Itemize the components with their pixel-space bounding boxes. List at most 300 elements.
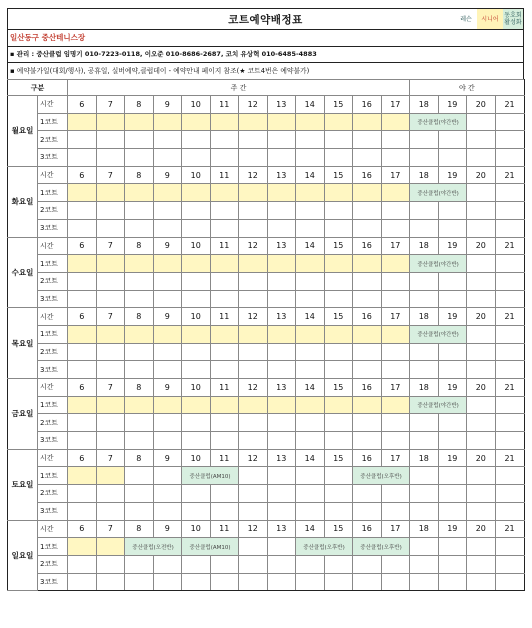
- senior-slot-cell[interactable]: [153, 113, 182, 131]
- senior-slot-cell[interactable]: [267, 396, 296, 414]
- slot-cell[interactable]: [467, 467, 496, 485]
- slot-cell[interactable]: [153, 361, 182, 379]
- slot-cell[interactable]: [125, 361, 154, 379]
- slot-cell[interactable]: [296, 467, 325, 485]
- slot-cell[interactable]: [296, 414, 325, 432]
- slot-cell[interactable]: [210, 361, 239, 379]
- senior-slot-cell[interactable]: [267, 113, 296, 131]
- slot-cell[interactable]: [495, 325, 524, 343]
- slot-cell[interactable]: [68, 290, 97, 308]
- slot-cell[interactable]: [467, 343, 496, 361]
- slot-cell[interactable]: [438, 343, 467, 361]
- senior-slot-cell[interactable]: [210, 255, 239, 273]
- slot-cell[interactable]: [210, 219, 239, 237]
- slot-cell[interactable]: [96, 485, 125, 503]
- slot-cell[interactable]: [239, 149, 268, 167]
- slot-cell[interactable]: [381, 290, 410, 308]
- slot-cell[interactable]: [467, 131, 496, 149]
- slot-cell[interactable]: [324, 290, 353, 308]
- slot-cell[interactable]: [410, 131, 439, 149]
- slot-cell[interactable]: [267, 343, 296, 361]
- slot-cell[interactable]: [467, 325, 496, 343]
- slot-cell[interactable]: [296, 272, 325, 290]
- senior-slot-cell[interactable]: [267, 325, 296, 343]
- slot-cell[interactable]: [410, 555, 439, 573]
- slot-cell[interactable]: [267, 131, 296, 149]
- slot-cell[interactable]: [438, 272, 467, 290]
- club-reservation-cell[interactable]: 중산클럽(오후반): [296, 538, 353, 556]
- slot-cell[interactable]: [96, 202, 125, 220]
- slot-cell[interactable]: [381, 149, 410, 167]
- slot-cell[interactable]: [68, 131, 97, 149]
- slot-cell[interactable]: [68, 485, 97, 503]
- senior-slot-cell[interactable]: [239, 396, 268, 414]
- senior-slot-cell[interactable]: [153, 255, 182, 273]
- slot-cell[interactable]: [438, 467, 467, 485]
- slot-cell[interactable]: [353, 502, 382, 520]
- slot-cell[interactable]: [410, 538, 439, 556]
- slot-cell[interactable]: [324, 202, 353, 220]
- slot-cell[interactable]: [296, 202, 325, 220]
- slot-cell[interactable]: [495, 555, 524, 573]
- senior-slot-cell[interactable]: [182, 325, 211, 343]
- slot-cell[interactable]: [153, 555, 182, 573]
- senior-slot-cell[interactable]: [125, 396, 154, 414]
- slot-cell[interactable]: [324, 485, 353, 503]
- slot-cell[interactable]: [267, 219, 296, 237]
- slot-cell[interactable]: [381, 361, 410, 379]
- slot-cell[interactable]: [495, 184, 524, 202]
- slot-cell[interactable]: [96, 414, 125, 432]
- slot-cell[interactable]: [296, 343, 325, 361]
- slot-cell[interactable]: [495, 290, 524, 308]
- slot-cell[interactable]: [210, 272, 239, 290]
- senior-slot-cell[interactable]: [267, 255, 296, 273]
- slot-cell[interactable]: [353, 149, 382, 167]
- slot-cell[interactable]: [239, 432, 268, 450]
- slot-cell[interactable]: [410, 485, 439, 503]
- club-reservation-cell[interactable]: 중산클럽(AM10): [182, 538, 239, 556]
- slot-cell[interactable]: [239, 131, 268, 149]
- slot-cell[interactable]: [96, 343, 125, 361]
- slot-cell[interactable]: [68, 149, 97, 167]
- slot-cell[interactable]: [381, 414, 410, 432]
- slot-cell[interactable]: [68, 555, 97, 573]
- senior-slot-cell[interactable]: [182, 255, 211, 273]
- slot-cell[interactable]: [381, 502, 410, 520]
- slot-cell[interactable]: [182, 202, 211, 220]
- slot-cell[interactable]: [182, 432, 211, 450]
- senior-slot-cell[interactable]: [296, 113, 325, 131]
- slot-cell[interactable]: [96, 361, 125, 379]
- slot-cell[interactable]: [438, 149, 467, 167]
- slot-cell[interactable]: [467, 502, 496, 520]
- slot-cell[interactable]: [210, 290, 239, 308]
- senior-slot-cell[interactable]: [210, 113, 239, 131]
- senior-slot-cell[interactable]: [381, 184, 410, 202]
- slot-cell[interactable]: [381, 219, 410, 237]
- slot-cell[interactable]: [125, 272, 154, 290]
- slot-cell[interactable]: [125, 555, 154, 573]
- slot-cell[interactable]: [267, 414, 296, 432]
- slot-cell[interactable]: [438, 414, 467, 432]
- slot-cell[interactable]: [324, 467, 353, 485]
- slot-cell[interactable]: [495, 485, 524, 503]
- slot-cell[interactable]: [267, 467, 296, 485]
- slot-cell[interactable]: [438, 361, 467, 379]
- slot-cell[interactable]: [410, 573, 439, 591]
- slot-cell[interactable]: [324, 219, 353, 237]
- slot-cell[interactable]: [353, 361, 382, 379]
- slot-cell[interactable]: [96, 502, 125, 520]
- senior-slot-cell[interactable]: [239, 184, 268, 202]
- slot-cell[interactable]: [153, 467, 182, 485]
- slot-cell[interactable]: [410, 202, 439, 220]
- slot-cell[interactable]: [410, 219, 439, 237]
- slot-cell[interactable]: [125, 485, 154, 503]
- slot-cell[interactable]: [210, 502, 239, 520]
- slot-cell[interactable]: [182, 573, 211, 591]
- slot-cell[interactable]: [410, 361, 439, 379]
- slot-cell[interactable]: [267, 538, 296, 556]
- senior-slot-cell[interactable]: [353, 396, 382, 414]
- slot-cell[interactable]: [324, 272, 353, 290]
- slot-cell[interactable]: [495, 219, 524, 237]
- slot-cell[interactable]: [153, 219, 182, 237]
- senior-slot-cell[interactable]: [68, 255, 97, 273]
- slot-cell[interactable]: [467, 202, 496, 220]
- slot-cell[interactable]: [495, 272, 524, 290]
- club-reservation-cell[interactable]: 중산클럽(오후반): [353, 538, 410, 556]
- slot-cell[interactable]: [296, 219, 325, 237]
- senior-slot-cell[interactable]: [381, 113, 410, 131]
- slot-cell[interactable]: [467, 555, 496, 573]
- senior-slot-cell[interactable]: [381, 396, 410, 414]
- slot-cell[interactable]: [410, 290, 439, 308]
- slot-cell[interactable]: [125, 343, 154, 361]
- slot-cell[interactable]: [96, 555, 125, 573]
- slot-cell[interactable]: [267, 573, 296, 591]
- slot-cell[interactable]: [153, 131, 182, 149]
- slot-cell[interactable]: [381, 202, 410, 220]
- senior-slot-cell[interactable]: [296, 396, 325, 414]
- senior-slot-cell[interactable]: [68, 467, 97, 485]
- slot-cell[interactable]: [125, 573, 154, 591]
- senior-slot-cell[interactable]: [96, 184, 125, 202]
- slot-cell[interactable]: [438, 202, 467, 220]
- slot-cell[interactable]: [324, 555, 353, 573]
- senior-slot-cell[interactable]: [68, 538, 97, 556]
- slot-cell[interactable]: [125, 290, 154, 308]
- slot-cell[interactable]: [324, 131, 353, 149]
- slot-cell[interactable]: [495, 467, 524, 485]
- slot-cell[interactable]: [324, 432, 353, 450]
- senior-slot-cell[interactable]: [296, 325, 325, 343]
- slot-cell[interactable]: [353, 343, 382, 361]
- slot-cell[interactable]: [182, 414, 211, 432]
- senior-slot-cell[interactable]: [68, 184, 97, 202]
- slot-cell[interactable]: [467, 255, 496, 273]
- slot-cell[interactable]: [267, 290, 296, 308]
- slot-cell[interactable]: [324, 343, 353, 361]
- slot-cell[interactable]: [410, 502, 439, 520]
- slot-cell[interactable]: [182, 219, 211, 237]
- slot-cell[interactable]: [467, 538, 496, 556]
- senior-slot-cell[interactable]: [68, 325, 97, 343]
- senior-slot-cell[interactable]: [125, 255, 154, 273]
- senior-slot-cell[interactable]: [267, 184, 296, 202]
- slot-cell[interactable]: [210, 414, 239, 432]
- slot-cell[interactable]: [495, 396, 524, 414]
- slot-cell[interactable]: [96, 149, 125, 167]
- senior-slot-cell[interactable]: [353, 184, 382, 202]
- slot-cell[interactable]: [239, 219, 268, 237]
- senior-slot-cell[interactable]: [381, 255, 410, 273]
- slot-cell[interactable]: [381, 432, 410, 450]
- slot-cell[interactable]: [381, 485, 410, 503]
- senior-slot-cell[interactable]: [324, 325, 353, 343]
- senior-slot-cell[interactable]: [324, 184, 353, 202]
- slot-cell[interactable]: [125, 414, 154, 432]
- club-reservation-cell[interactable]: 중산클럽(야간반): [410, 255, 467, 273]
- slot-cell[interactable]: [153, 414, 182, 432]
- slot-cell[interactable]: [438, 502, 467, 520]
- slot-cell[interactable]: [239, 485, 268, 503]
- senior-slot-cell[interactable]: [125, 113, 154, 131]
- slot-cell[interactable]: [96, 573, 125, 591]
- slot-cell[interactable]: [467, 414, 496, 432]
- slot-cell[interactable]: [353, 485, 382, 503]
- slot-cell[interactable]: [353, 290, 382, 308]
- senior-slot-cell[interactable]: [324, 396, 353, 414]
- club-reservation-cell[interactable]: 중산클럽(AM10): [182, 467, 239, 485]
- slot-cell[interactable]: [68, 219, 97, 237]
- slot-cell[interactable]: [296, 361, 325, 379]
- slot-cell[interactable]: [239, 272, 268, 290]
- senior-slot-cell[interactable]: [153, 184, 182, 202]
- slot-cell[interactable]: [353, 573, 382, 591]
- slot-cell[interactable]: [125, 131, 154, 149]
- slot-cell[interactable]: [125, 219, 154, 237]
- slot-cell[interactable]: [495, 202, 524, 220]
- senior-slot-cell[interactable]: [96, 396, 125, 414]
- slot-cell[interactable]: [467, 396, 496, 414]
- slot-cell[interactable]: [381, 343, 410, 361]
- slot-cell[interactable]: [239, 555, 268, 573]
- senior-slot-cell[interactable]: [239, 113, 268, 131]
- slot-cell[interactable]: [239, 361, 268, 379]
- slot-cell[interactable]: [68, 343, 97, 361]
- slot-cell[interactable]: [495, 573, 524, 591]
- slot-cell[interactable]: [324, 573, 353, 591]
- slot-cell[interactable]: [96, 290, 125, 308]
- slot-cell[interactable]: [153, 343, 182, 361]
- slot-cell[interactable]: [68, 202, 97, 220]
- senior-slot-cell[interactable]: [68, 113, 97, 131]
- senior-slot-cell[interactable]: [353, 255, 382, 273]
- slot-cell[interactable]: [467, 290, 496, 308]
- slot-cell[interactable]: [182, 555, 211, 573]
- slot-cell[interactable]: [467, 485, 496, 503]
- slot-cell[interactable]: [182, 343, 211, 361]
- slot-cell[interactable]: [438, 573, 467, 591]
- slot-cell[interactable]: [438, 290, 467, 308]
- slot-cell[interactable]: [438, 219, 467, 237]
- slot-cell[interactable]: [467, 361, 496, 379]
- slot-cell[interactable]: [125, 502, 154, 520]
- slot-cell[interactable]: [467, 219, 496, 237]
- slot-cell[interactable]: [210, 149, 239, 167]
- senior-slot-cell[interactable]: [210, 396, 239, 414]
- slot-cell[interactable]: [153, 573, 182, 591]
- slot-cell[interactable]: [125, 467, 154, 485]
- senior-slot-cell[interactable]: [96, 538, 125, 556]
- slot-cell[interactable]: [182, 131, 211, 149]
- slot-cell[interactable]: [495, 538, 524, 556]
- slot-cell[interactable]: [495, 432, 524, 450]
- slot-cell[interactable]: [410, 414, 439, 432]
- slot-cell[interactable]: [153, 149, 182, 167]
- slot-cell[interactable]: [210, 432, 239, 450]
- slot-cell[interactable]: [267, 432, 296, 450]
- slot-cell[interactable]: [239, 290, 268, 308]
- slot-cell[interactable]: [96, 432, 125, 450]
- senior-slot-cell[interactable]: [353, 113, 382, 131]
- slot-cell[interactable]: [296, 149, 325, 167]
- slot-cell[interactable]: [125, 432, 154, 450]
- slot-cell[interactable]: [296, 290, 325, 308]
- slot-cell[interactable]: [96, 131, 125, 149]
- senior-slot-cell[interactable]: [182, 113, 211, 131]
- club-reservation-cell[interactable]: 중산클럽(오전반): [125, 538, 182, 556]
- slot-cell[interactable]: [495, 131, 524, 149]
- slot-cell[interactable]: [182, 361, 211, 379]
- slot-cell[interactable]: [296, 573, 325, 591]
- slot-cell[interactable]: [182, 149, 211, 167]
- slot-cell[interactable]: [68, 361, 97, 379]
- slot-cell[interactable]: [68, 573, 97, 591]
- slot-cell[interactable]: [324, 149, 353, 167]
- slot-cell[interactable]: [267, 272, 296, 290]
- slot-cell[interactable]: [353, 131, 382, 149]
- slot-cell[interactable]: [495, 113, 524, 131]
- slot-cell[interactable]: [353, 414, 382, 432]
- slot-cell[interactable]: [353, 432, 382, 450]
- senior-slot-cell[interactable]: [182, 184, 211, 202]
- slot-cell[interactable]: [410, 467, 439, 485]
- senior-slot-cell[interactable]: [296, 255, 325, 273]
- slot-cell[interactable]: [267, 149, 296, 167]
- slot-cell[interactable]: [153, 432, 182, 450]
- slot-cell[interactable]: [467, 573, 496, 591]
- slot-cell[interactable]: [68, 432, 97, 450]
- senior-slot-cell[interactable]: [324, 113, 353, 131]
- slot-cell[interactable]: [96, 272, 125, 290]
- slot-cell[interactable]: [210, 555, 239, 573]
- slot-cell[interactable]: [410, 432, 439, 450]
- slot-cell[interactable]: [267, 502, 296, 520]
- club-reservation-cell[interactable]: 중산클럽(야간반): [410, 113, 467, 131]
- slot-cell[interactable]: [267, 202, 296, 220]
- slot-cell[interactable]: [410, 343, 439, 361]
- slot-cell[interactable]: [239, 467, 268, 485]
- club-reservation-cell[interactable]: 중산클럽(오후반): [353, 467, 410, 485]
- slot-cell[interactable]: [153, 272, 182, 290]
- slot-cell[interactable]: [239, 538, 268, 556]
- slot-cell[interactable]: [495, 255, 524, 273]
- slot-cell[interactable]: [153, 290, 182, 308]
- senior-slot-cell[interactable]: [182, 396, 211, 414]
- slot-cell[interactable]: [239, 202, 268, 220]
- slot-cell[interactable]: [438, 485, 467, 503]
- slot-cell[interactable]: [267, 555, 296, 573]
- slot-cell[interactable]: [153, 202, 182, 220]
- senior-slot-cell[interactable]: [296, 184, 325, 202]
- slot-cell[interactable]: [239, 414, 268, 432]
- slot-cell[interactable]: [467, 113, 496, 131]
- senior-slot-cell[interactable]: [125, 184, 154, 202]
- club-reservation-cell[interactable]: 중산클럽(야간반): [410, 184, 467, 202]
- slot-cell[interactable]: [353, 555, 382, 573]
- senior-slot-cell[interactable]: [239, 325, 268, 343]
- slot-cell[interactable]: [210, 202, 239, 220]
- slot-cell[interactable]: [381, 555, 410, 573]
- slot-cell[interactable]: [353, 272, 382, 290]
- senior-slot-cell[interactable]: [210, 325, 239, 343]
- slot-cell[interactable]: [210, 343, 239, 361]
- slot-cell[interactable]: [495, 343, 524, 361]
- slot-cell[interactable]: [467, 149, 496, 167]
- slot-cell[interactable]: [495, 361, 524, 379]
- slot-cell[interactable]: [495, 149, 524, 167]
- slot-cell[interactable]: [267, 361, 296, 379]
- slot-cell[interactable]: [438, 131, 467, 149]
- slot-cell[interactable]: [182, 485, 211, 503]
- slot-cell[interactable]: [296, 502, 325, 520]
- slot-cell[interactable]: [438, 555, 467, 573]
- slot-cell[interactable]: [495, 414, 524, 432]
- senior-slot-cell[interactable]: [96, 467, 125, 485]
- senior-slot-cell[interactable]: [125, 325, 154, 343]
- slot-cell[interactable]: [296, 485, 325, 503]
- senior-slot-cell[interactable]: [239, 255, 268, 273]
- slot-cell[interactable]: [324, 502, 353, 520]
- slot-cell[interactable]: [438, 432, 467, 450]
- club-reservation-cell[interactable]: 중산클럽(야간반): [410, 396, 467, 414]
- senior-slot-cell[interactable]: [96, 325, 125, 343]
- slot-cell[interactable]: [125, 149, 154, 167]
- slot-cell[interactable]: [467, 272, 496, 290]
- slot-cell[interactable]: [96, 219, 125, 237]
- slot-cell[interactable]: [153, 485, 182, 503]
- senior-slot-cell[interactable]: [153, 325, 182, 343]
- slot-cell[interactable]: [438, 538, 467, 556]
- senior-slot-cell[interactable]: [153, 396, 182, 414]
- slot-cell[interactable]: [296, 131, 325, 149]
- senior-slot-cell[interactable]: [381, 325, 410, 343]
- senior-slot-cell[interactable]: [210, 184, 239, 202]
- senior-slot-cell[interactable]: [96, 113, 125, 131]
- slot-cell[interactable]: [210, 573, 239, 591]
- slot-cell[interactable]: [381, 272, 410, 290]
- slot-cell[interactable]: [210, 131, 239, 149]
- senior-slot-cell[interactable]: [324, 255, 353, 273]
- slot-cell[interactable]: [410, 149, 439, 167]
- slot-cell[interactable]: [182, 272, 211, 290]
- slot-cell[interactable]: [296, 555, 325, 573]
- slot-cell[interactable]: [324, 361, 353, 379]
- slot-cell[interactable]: [239, 573, 268, 591]
